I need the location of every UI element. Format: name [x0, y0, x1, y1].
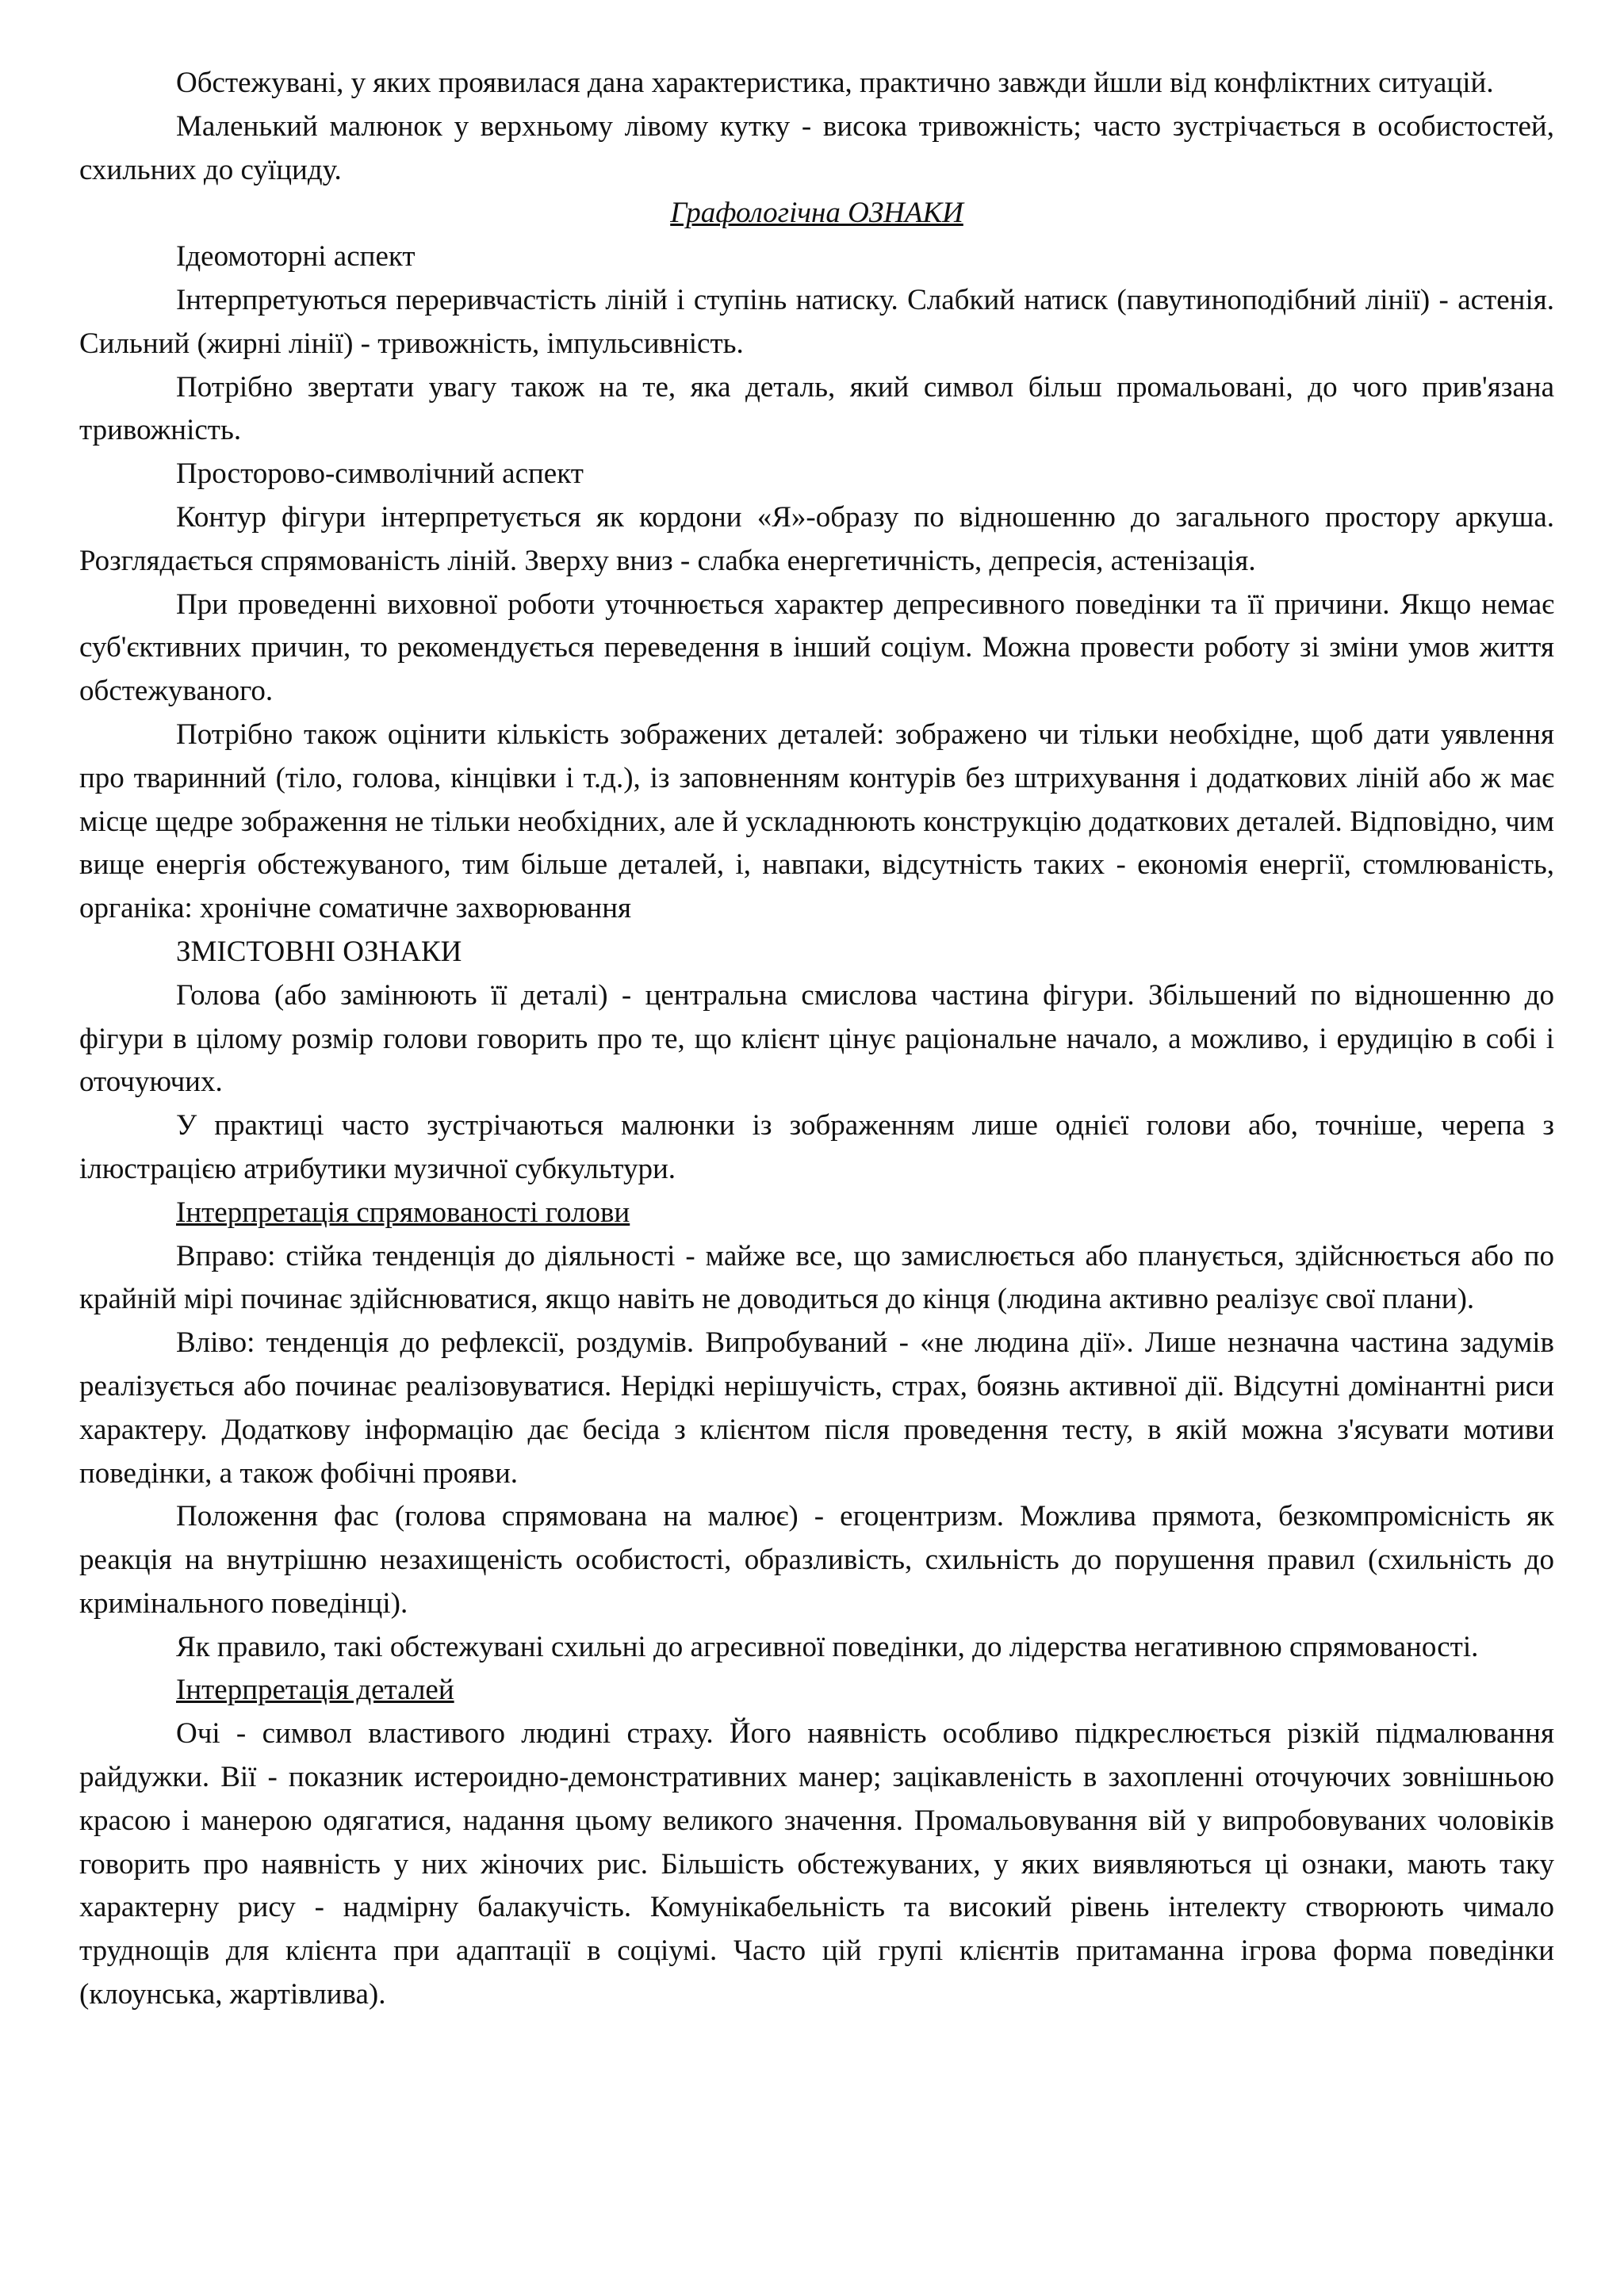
paragraph: Маленький малюнок у верхньому лівому кутку - висока тривожність; часто зустрічається в особистостей, схильних до суїциду. [79, 109, 1554, 186]
section-heading: ЗМІСТОВНІ ОЗНАКИ [176, 935, 462, 968]
section-heading: Графологічна ОЗНАКИ [670, 197, 963, 230]
underlined-heading-text: Інтерпретація деталей [176, 1674, 454, 1707]
subsection-heading [79, 1192, 1554, 1235]
paragraph: Як правило, такі обстежувані схильні до агресивної поведінки, до лідерства негативною спрямованості. [176, 1630, 1479, 1663]
paragraph: Обстежувані, у яких проявилася дана характеристика, практично завжди йшли від конфліктних ситуацій. [176, 67, 1494, 99]
paragraph: У практиці часто зустрічаються малюнки із зображенням лише однієї голови або, точніше, черепа з ілюстрацією атрибутики музичної субкультури. [79, 1109, 1554, 1185]
document-page [79, 62, 1554, 2017]
underlined-heading-text: Інтерпретація спрямованості голови [176, 1196, 630, 1229]
paragraph: Потрібно також оцінити кількість зображених деталей: зображено чи тільки необхідне, щоб дати уявлення про тваринний (тіло, голова, кінцівки і т.д.), із заповненням контурів без штрихування і додаткових ліній або ж має місце щедре зображення не тільки необхідних, але й ускладнюють конструкцію додаткових деталей. Відповідно, чим вище енергія обстежуваного, тим більше деталей, і, навпаки, відсутність таких - економія енергії, стомлюваність, органіка: хронічне соматичне захворювання [79, 718, 1554, 925]
paragraph: Вліво: тенденція до рефлексії, роздумів. Випробуваний - «не людина дії». Лише незначна частина задумів реалізується або починає реалізовуватися. Нерідкі нерішучість, страх, боязнь активної дії. Відсутні домінантні риси характеру. Додаткову інформацію дає бесіда з клієнтом після проведення тесту, в якій можна з'ясувати мотиви поведінки, а також фобічні прояви. [79, 1326, 1554, 1490]
paragraph: Положення фас (голова спрямована на малює) - егоцентризм. Можлива прямота, безкомпромісність як реакція на внутрішню незахищеність особистості, образливість, схильність до порушення правил (схильність до кримінального поведінці). [79, 1500, 1554, 1620]
paragraph: При проведенні виховної роботи уточнюється характер депресивного поведінки та її причини. Якщо немає суб'єктивних причин, то рекомендується переведення в інший соціум. Можна провести роботу зі зміни умов життя обстежуваного. [79, 587, 1554, 708]
paragraph: Інтерпретуються переривчастість ліній і ступінь натиску. Слабкий натиск (павутиноподібний лінії) - астенія. Сильний (жирні лінії) - тривожність, імпульсивність. [79, 283, 1554, 360]
subsection-heading: Просторово-символічний аспект [176, 457, 584, 491]
paragraph: Вправо: стійка тенденція до діяльності - майже все, що замислюється або планується, здійснюється або по крайній мірі починає здійснюватися, якщо навіть не доводиться до кінця (людина активно реалізує свої плани). [79, 1239, 1554, 1316]
paragraph: Очі - символ властивого людині страху. Його наявність особливо підкреслюється різкій підмалювання райдужки. Вії - показник истероидно-демонстративних манер; зацікавленість в захопленні оточуючих зовнішньою красою і манерою одягатися, надання цьому великого значення. Промальовування вій у випробовуваних чоловіків говорить про наявність у них жіночих рис. Більшість обстежуваних, у яких виявляються ці ознаки, мають таку характерну рису - надмірну балакучість. Комунікабельність та високий рівень інтелекту створюють чимало труднощів для клієнта при адаптації в соціумі. Часто цій групі клієнтів притаманна ігрова форма поведінки (клоунська, жартівлива). [79, 1717, 1554, 2011]
paragraph: Потрібно звертати увагу також на те, яка деталь, який символ більш промальовані, до чого прив'язана тривожність. [79, 370, 1554, 447]
subsection-heading: Ідеомоторні аспект [176, 240, 416, 274]
paragraph: Контур фігури інтерпретується як кордони «Я»-образу по відношенню до загального простору аркуша. Розглядається спрямованість ліній. Зверху вниз - слабка енергетичність, депресія, астенізація. [79, 500, 1554, 577]
subsection-heading [79, 1669, 1554, 1712]
paragraph: Голова (або замінюють її деталі) - центральна смислова частина фігури. Збільшений по відношенню до фігури в цілому розмір голови говорить про те, що клієнт цінує раціональне начало, а можливо, і ерудицію в собі і оточуючих. [79, 978, 1554, 1099]
